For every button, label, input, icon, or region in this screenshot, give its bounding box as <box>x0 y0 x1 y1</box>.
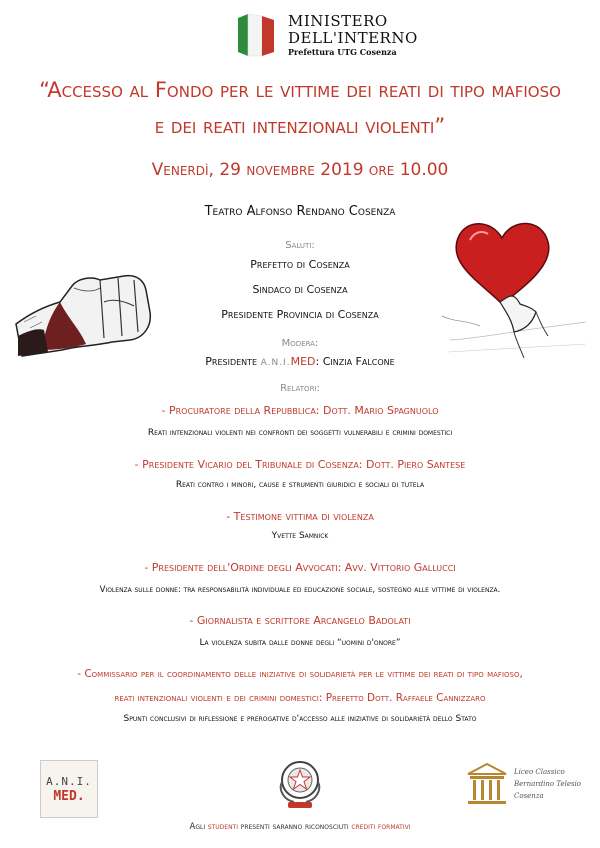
ministry-line1: MINISTERO <box>288 12 388 30</box>
footer-note-credits: crediti formativi <box>351 822 411 832</box>
italian-flag-icon <box>234 12 278 58</box>
animed-logo <box>40 760 98 818</box>
footer-note-part1: Agli <box>189 822 206 832</box>
saluti-label: Saluti: <box>285 240 315 251</box>
speaker: - Testimone vittima di violenza <box>226 510 374 523</box>
event-venue: Teatro Alfonso Rendano Cosenza <box>204 204 396 219</box>
speaker: - Presidente Vicario del Tribunale di Cosenza: Dott. Piero Santese <box>134 458 466 471</box>
moderator-name: : Cinzia Falcone <box>315 355 395 368</box>
speaker-topic: Reati contro i minori, cause e strumenti giuridici e sociali di tutela <box>175 480 425 490</box>
footer-note-part3: presenti saranno riconosciuti <box>240 822 349 832</box>
prefettura-line: Prefettura UTG Cosenza <box>288 47 397 57</box>
liceo-line2: Bernardino Telesio <box>514 780 582 788</box>
relatori-label: Relatori: <box>280 383 320 394</box>
liceo-logo <box>464 756 584 816</box>
moderator-org-dotted: A.N.I. <box>260 358 291 368</box>
speaker-line2: reati intenzionali violenti e dei crimini domestici: Prefetto Dott. Raffaele Cannizzaro <box>114 692 486 704</box>
saluti-item: Sindaco di Cosenza <box>252 283 348 296</box>
speaker: - Giornalista e scrittore Arcangelo Badolati <box>189 614 411 627</box>
speaker: - Presidente dell'Ordine degli Avvocati: Avv. Vittorio Gallucci <box>144 561 456 574</box>
moderator-org-red: MED <box>290 355 316 368</box>
modera-label: Modera: <box>281 338 319 349</box>
moderator-prefix: Presidente <box>205 355 258 368</box>
event-title-line1: “Accesso al Fondo per le vittime dei reati di tipo mafioso <box>39 78 561 102</box>
speaker-topic: La violenza subita dalle donne degli “uomini d'onore” <box>199 638 401 648</box>
ministry-logo <box>234 10 418 60</box>
speaker-topic: Violenza sulle donne: tra responsabilità individuale ed educazione sociale, sostegno alle vittime di violenza. <box>99 585 501 595</box>
speaker-topic: Yvette Samnick <box>271 531 329 541</box>
footer-note-students: studenti <box>207 822 238 832</box>
italian-republic-emblem-icon <box>274 756 326 812</box>
speaker: - Procuratore della Repubblica: Dott. Mario Spagnuolo <box>161 404 439 417</box>
speaker-topic: Spunti conclusivi di riflessione e prerogative d'accesso alle iniziative di solidarietà dello Stato <box>123 714 477 724</box>
moderator <box>0 355 600 368</box>
saluti-item: Presidente Provincia di Cosenza <box>221 308 379 321</box>
ministry-line2: DELL'INTERNO <box>288 29 418 47</box>
speaker-topic: Reati intenzionali violenti nei confronti dei soggetti vulnerabili e crimini domestici <box>147 428 453 438</box>
liceo-line1: Liceo Classico <box>514 768 565 776</box>
temple-icon <box>464 762 510 808</box>
saluti-item: Prefetto di Cosenza <box>250 258 350 271</box>
liceo-line3: Cosenza <box>514 792 544 800</box>
animed-logo-bottom: MED. <box>53 789 85 804</box>
animed-logo-top: A.N.I. <box>46 775 92 788</box>
event-date: Venerdì, 29 novembre 2019 ore 10.00 <box>151 160 449 180</box>
speaker-line1: - Commissario per il coordinamento delle iniziative di solidarietà per le vittime dei reati di tipo mafioso, <box>77 668 523 680</box>
footer-note <box>0 822 600 832</box>
event-title-line2: e dei reati intenzionali violenti” <box>154 114 446 138</box>
